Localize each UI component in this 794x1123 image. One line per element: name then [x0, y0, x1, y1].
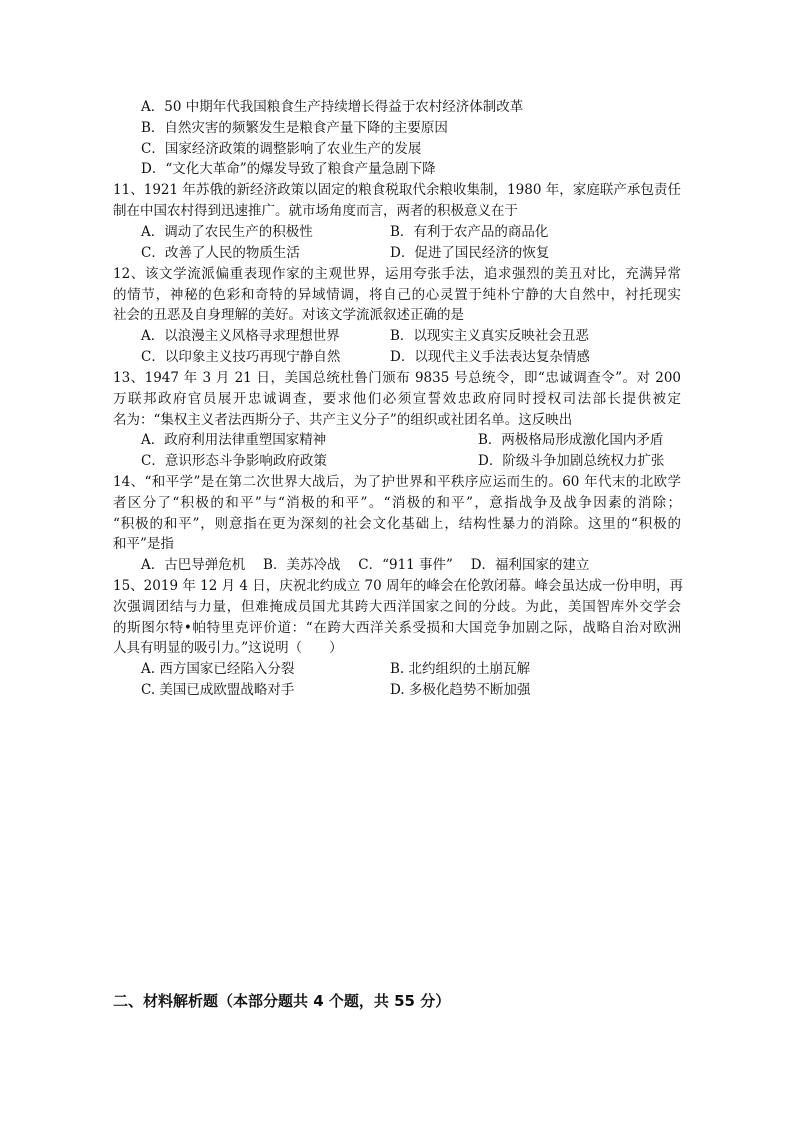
q15-stem-line-2: 次强调团结与力量，但难掩成员国尤其跨大西洋国家之间的分歧。为此，美国智库外交学会: [113, 599, 681, 615]
q13-stem-line-1: 13、1947 年 3 月 21 日，美国总统杜鲁门颁布 9835 号总统令，即“忠诚调查令”。对 200: [113, 370, 681, 386]
q14-stem-line-4: 和平”是指: [113, 536, 174, 552]
q13-stem-line-2: 万联邦政府官员展开忠诚调查，要求他们必须宣誓效忠政府同时授权司法部长提供被定: [113, 391, 681, 407]
q12-option-d: D．以现代主义手法表达复杂情感: [390, 349, 590, 365]
q15-stem-line-4: 人具有明显的吸引力。”这说明（ ）: [113, 640, 343, 656]
q15-stem-line-1: 15、2019 年 12 月 4 日，庆祝北约成立 70 周年的峰会在伦敦闭幕。峰会虽达成一份申明，再: [113, 578, 684, 594]
q15-option-c: C. 美国已成欧盟战略对手: [141, 682, 295, 698]
q11-option-d: D．促进了国民经济的恢复: [390, 245, 550, 261]
q11-option-a: A．调动了农民生产的积极性: [141, 224, 313, 240]
q13-stem-line-3: 名为：“集权主义者法西斯分子、共产主义分子”的组织或社团名单。这反映出: [113, 412, 573, 428]
q12-option-a: A．以浪漫主义风格寻求理想世界: [141, 328, 340, 344]
q15-stem-line-3: 的斯图尔特•帕特里克评价道：“在跨大西洋关系受损和大国竞争加剧之际，战略自治对欧洲: [113, 620, 681, 636]
q10-option-a: A．50 中期年代我国粮食生产持续增长得益于农村经济体制改革: [141, 99, 524, 115]
q12-stem-line-2: 的情节，神秘的色彩和奇特的异域情调，将自己的心灵置于纯朴宁静的大自然中，衬托现实: [113, 287, 681, 303]
q14-stem-line-2: 者区分了“积极的和平”与“消极的和平”。“消极的和平”，意指战争及战争因素的消除；: [113, 495, 681, 511]
q10-option-b: B．自然灾害的频繁发生是粮食产量下降的主要原因: [141, 120, 448, 136]
q12-option-b: B．以现实主义真实反映社会丑恶: [390, 328, 589, 344]
q15-option-a: A. 西方国家已经陷入分裂: [141, 661, 295, 677]
q13-option-c: C．意识形态斗争影响政府政策: [141, 453, 327, 469]
q11-stem-line-1: 11、1921 年苏俄的新经济政策以固定的粮食税取代余粮收集制，1980 年，家庭联产承包责任: [113, 182, 681, 198]
q13-option-b: B．两极格局形成激化国内矛盾: [478, 432, 664, 448]
q15-option-d: D. 多极化趋势不断加强: [390, 682, 531, 698]
q13-option-d: D．阶级斗争加剧总统权力扩张: [478, 453, 665, 469]
q11-option-c: C．改善了人民的物质生活: [141, 245, 300, 261]
q10-option-c: C．国家经济政策的调整影响了农业生产的发展: [141, 141, 422, 157]
q11-option-b: B．有利于农产品的商品化: [390, 224, 549, 240]
q15-option-b: B. 北约组织的土崩瓦解: [390, 661, 531, 677]
q14-stem-line-1: 14、“和平学”是在第二次世界大战后，为了护世界和平秩序应运而生的。60 年代末的北欧学: [113, 474, 681, 490]
q14-options: A．古巴导弹危机 B．美苏冷战 C．“911 事件” D．福利国家的建立: [141, 557, 590, 573]
q10-option-d: D．“文化大革命”的爆发导致了粮食产量急剧下降: [141, 161, 436, 177]
q13-option-a: A．政府利用法律重塑国家精神: [141, 432, 327, 448]
q12-option-c: C．以印象主义技巧再现宁静自然: [141, 349, 341, 365]
section-2-heading: 二、材料解析题（本部分题共 4 个题，共 55 分）: [113, 992, 451, 1010]
q12-stem-line-3: 社会的丑恶及自身理解的美好。对该文学流派叙述正确的是: [113, 307, 464, 323]
q12-stem-line-1: 12、该文学流派偏重表现作家的主观世界，运用夸张手法，追求强烈的美丑对比，充满异常: [113, 266, 681, 282]
q14-stem-line-3: “积极的和平”，则意指在更为深刻的社会文化基础上，结构性暴力的消除。这里的“积极的: [113, 516, 681, 532]
q11-stem-line-2: 制在中国农村得到迅速推广。就市场角度而言，两者的积极意义在于: [113, 203, 518, 219]
